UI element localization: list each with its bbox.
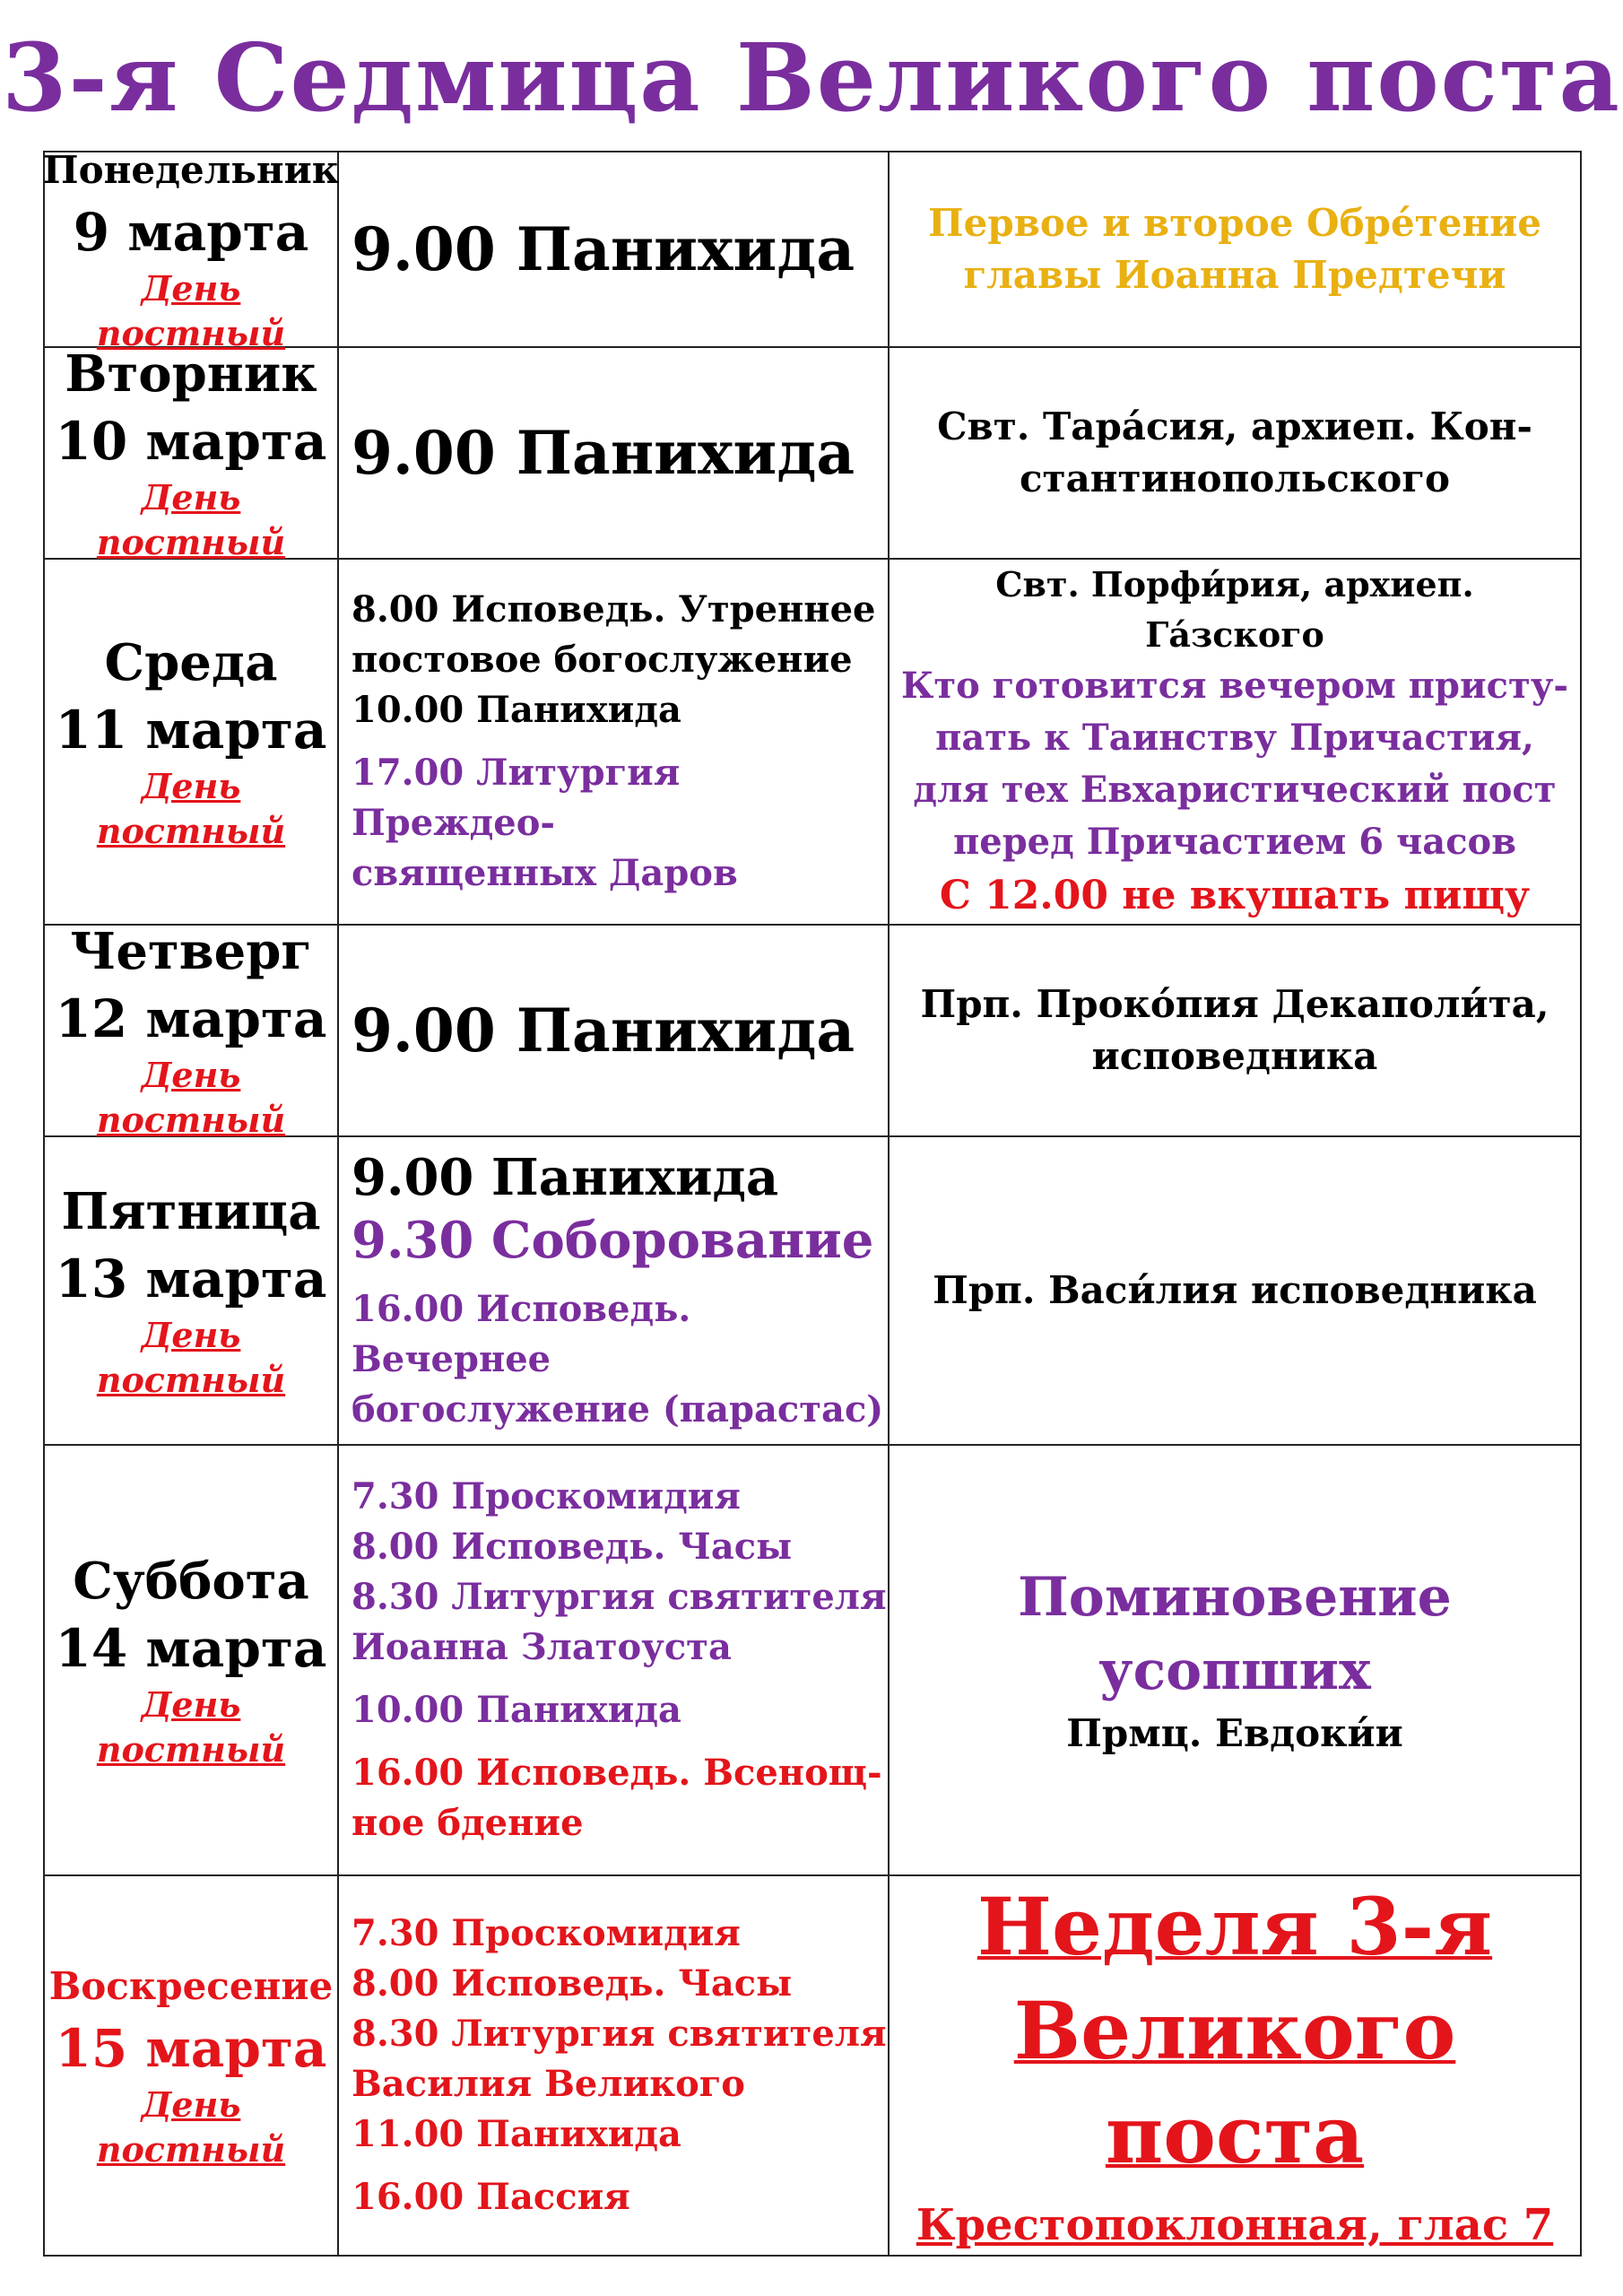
service-line: 7.30 Проскомидия — [352, 1912, 741, 1954]
services-cell — [339, 560, 890, 924]
commemoration-line: Прмц. Евдоки́и — [1066, 1711, 1403, 1755]
commemoration-cell — [890, 560, 1580, 924]
fast-day-label: День постный — [96, 268, 286, 353]
commemoration-cell — [890, 1137, 1580, 1444]
service-line: 11.00 Панихида — [352, 2113, 681, 2155]
day-cell — [42, 148, 340, 353]
date-label: 10 марта — [55, 411, 327, 472]
service-line: 9.00 Панихида — [352, 214, 855, 284]
service-line: 8.00 Исповедь. Утреннее — [352, 588, 876, 631]
services-cell — [339, 1446, 890, 1874]
communion-notice-line: для тех Евхаристический пост — [913, 769, 1557, 811]
service-line: ное бдение — [352, 1802, 584, 1844]
day-cell — [45, 922, 339, 1140]
date-label: 9 марта — [73, 202, 309, 263]
commemoration-line: Свт. Порфи́рия, архиеп. Га́зского — [995, 564, 1474, 655]
fast-day-label: День постный — [96, 1684, 286, 1770]
commemoration-cell — [890, 1876, 1580, 2255]
commemoration-cell — [890, 926, 1580, 1135]
service-line: Иоанна Златоуста — [352, 1626, 732, 1668]
service-line: 10.00 Панихида — [352, 1689, 681, 1731]
table-row-saturday — [45, 1446, 1580, 1876]
commemoration-cell — [890, 348, 1580, 558]
table-row-sunday — [45, 1876, 1580, 2255]
weekday-label: Вторник — [65, 344, 317, 404]
services-cell — [339, 1876, 890, 2255]
sunday-heading: Неделя 3-я — [976, 1880, 1493, 1973]
commemoration-cell — [890, 1446, 1580, 1874]
table-row-tuesday — [45, 344, 1580, 562]
commemoration-line: стантинопольского — [1019, 457, 1451, 500]
service-line: богослужение (парастас) — [352, 1388, 884, 1431]
service-line: постовое богослужение — [352, 639, 853, 681]
date-label: 14 марта — [55, 1618, 327, 1679]
day-cell — [45, 1876, 339, 2255]
services-cell — [339, 152, 890, 346]
date-label: 12 марта — [55, 988, 327, 1049]
date-label: 15 марта — [55, 2018, 327, 2079]
sunday-heading: Великого поста — [1013, 1984, 1456, 2181]
fasting-notice: С 12.00 не вкушать пищу — [939, 873, 1531, 918]
service-line: 10.00 Панихида — [352, 689, 681, 731]
weekday-label: Среда — [104, 633, 278, 692]
commemoration-line: Прп. Васи́лия исповедника — [933, 1268, 1537, 1312]
fast-day-label: День постный — [96, 2084, 286, 2170]
fast-day-label: День постный — [96, 477, 286, 562]
service-line: 16.00 Пассия — [352, 2176, 630, 2218]
service-line: Василия Великого — [352, 2063, 745, 2105]
date-label: 13 марта — [55, 1248, 327, 1309]
commemoration-line: исповедника — [1091, 1034, 1378, 1078]
communion-notice-line: перед Причастием 6 часов — [952, 821, 1517, 863]
day-cell — [45, 1137, 339, 1444]
services-cell — [339, 348, 890, 558]
fast-day-label: День постный — [96, 1315, 286, 1400]
fast-day-label: День постный — [96, 766, 286, 851]
weekday-label: Суббота — [73, 1552, 309, 1611]
service-line: 9.00 Панихида — [352, 996, 855, 1065]
commemoration-cell — [890, 152, 1580, 346]
weekday-label: Воскресение — [48, 1964, 334, 2008]
service-line: священных Даров — [352, 852, 738, 894]
commemoration-heading: Поминовение усопших — [1018, 1566, 1452, 1702]
service-line: 16.00 Исповедь. Вечернее — [352, 1288, 691, 1380]
table-row-wednesday — [45, 560, 1580, 926]
communion-notice-line: Кто готовится вечером присту- — [900, 665, 1569, 707]
service-line: 9.00 Панихида — [352, 1148, 779, 1207]
table-row-friday — [45, 1137, 1580, 1446]
page-title: 3-я Седмица Великого поста — [2, 22, 1621, 133]
table-row-monday — [42, 148, 1580, 353]
service-line: 7.30 Проскомидия — [352, 1475, 741, 1518]
day-cell — [45, 560, 339, 924]
service-line: 8.30 Литургия святителя — [352, 2013, 887, 2055]
commemoration-line: Первое и второе Обре́тение — [927, 201, 1542, 245]
weekday-label: Пятница — [61, 1182, 321, 1241]
fast-day-label: День постный — [96, 1055, 286, 1140]
sunday-subheading: Крестопоклонная, глас 7 — [916, 2200, 1554, 2250]
service-line: 9.30 Соборование — [352, 1211, 874, 1270]
service-line: 16.00 Исповедь. Всенощ- — [352, 1752, 882, 1794]
date-label: 11 марта — [55, 700, 327, 761]
service-line: 9.00 Панихида — [352, 418, 855, 488]
service-line: 17.00 Литургия Преждео- — [352, 752, 681, 844]
commemoration-line: Свт. Тара́сия, архиеп. Кон- — [937, 404, 1532, 448]
communion-notice-line: пать к Таинству Причастия, — [935, 717, 1534, 759]
service-line: 8.30 Литургия святителя — [352, 1576, 887, 1618]
service-line: 8.00 Исповедь. Часы — [352, 1962, 793, 2005]
day-cell — [45, 1446, 339, 1874]
services-cell — [339, 926, 890, 1135]
table-row-thursday — [45, 922, 1580, 1140]
commemoration-line: главы Иоанна Предтечи — [963, 253, 1506, 297]
day-cell — [45, 344, 339, 562]
service-line: 8.00 Исповедь. Часы — [352, 1526, 793, 1568]
schedule-table — [42, 148, 1582, 2257]
services-cell — [339, 1137, 890, 1444]
commemoration-line: Прп. Проко́пия Декаполи́та, — [920, 982, 1549, 1026]
weekday-label: Четверг — [70, 922, 312, 981]
weekday-label: Понедельник — [42, 148, 340, 192]
